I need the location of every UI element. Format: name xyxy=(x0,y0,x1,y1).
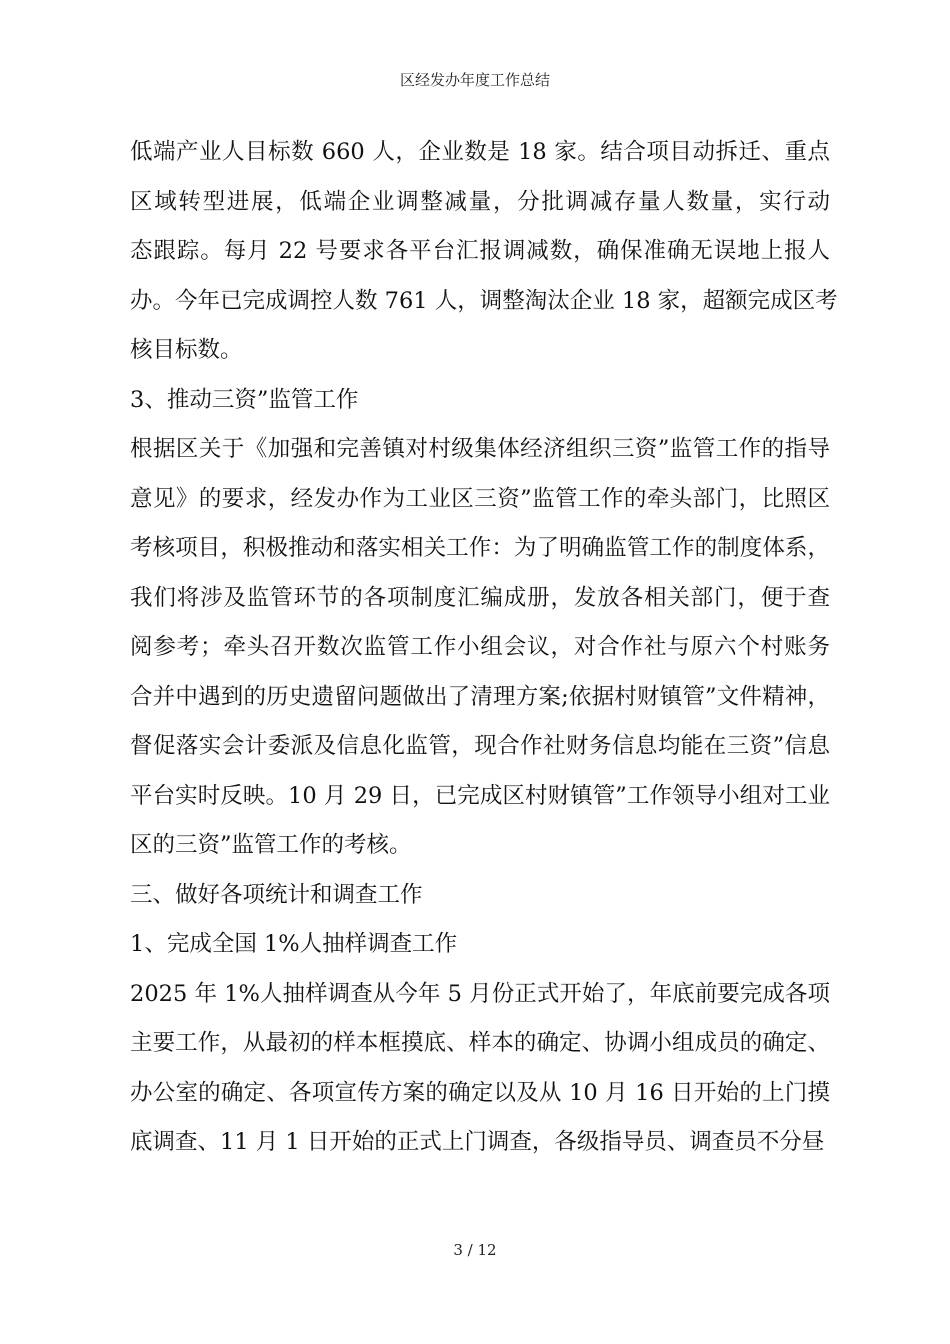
page-header-title: 区经发办年度工作总结 xyxy=(399,71,550,89)
text-line: 我们将涉及监管环节的各项制度汇编成册，发放各相关部门，便于查 xyxy=(130,584,830,611)
text-line: 底调查、11 月 1 日开始的正式上门调查，各级指导员、调查员不分昼 xyxy=(130,1129,825,1155)
text-line: 2025 年 1%人抽样调查从今年 5 月份正式开始了，年底前要完成各项 xyxy=(130,980,830,1007)
text-line: 态跟踪。每月 22 号要求各平台汇报调减数，确保准确无误地上报人 xyxy=(130,238,830,264)
text-line: 低端产业人目标数 660 人，企业数是 18 家。结合项目动拆迁、重点 xyxy=(130,139,830,165)
text-line: 合并中遇到的历史遗留问题做出了清理方案;依据村财镇管”文件精神， xyxy=(130,683,830,710)
text-line: 三、做好各项统计和调查工作 xyxy=(130,881,423,908)
text-line: 主要工作，从最初的样本框摸底、样本的确定、协调小组成员的确定、 xyxy=(130,1030,830,1056)
text-line: 1、完成全国 1%人抽样调查工作 xyxy=(130,931,458,957)
text-line: 核目标数。 xyxy=(130,337,243,363)
text-line: 办。今年已完成调控人数 761 人，调整淘汰企业 18 家，超额完成区考 xyxy=(130,287,838,314)
text-line: 阅参考；牵头召开数次监管工作小组会议，对合作社与原六个村账务 xyxy=(130,634,830,660)
body-text xyxy=(130,128,838,1168)
text-line: 平台实时反映。10 月 29 日，已完成区村财镇管”工作领导小组对工业 xyxy=(130,782,830,809)
text-line: 区域转型进展，低端企业调整减量，分批调减存量人数量，实行动 xyxy=(130,188,830,215)
text-line: 区的三资”监管工作的考核。 xyxy=(130,832,412,858)
text-line: 根据区关于《加强和完善镇对村级集体经济组织三资”监管工作的指导 xyxy=(130,436,830,462)
text-line: 考核项目，积极推动和落实相关工作：为了明确监管工作的制度体系， xyxy=(130,535,830,561)
text-line: 督促落实会计委派及信息化监管，现合作社财务信息均能在三资”信息 xyxy=(130,733,830,759)
text-line: 办公室的确定、各项宣传方案的确定以及从 10 月 16 日开始的上门摸 xyxy=(130,1079,830,1106)
text-line: 3、推动三资”监管工作 xyxy=(130,386,359,413)
text-line: 意见》的要求，经发办作为工业区三资”监管工作的牵头部门，比照区 xyxy=(130,485,830,512)
page-number: 3 / 12 xyxy=(453,1241,497,1259)
